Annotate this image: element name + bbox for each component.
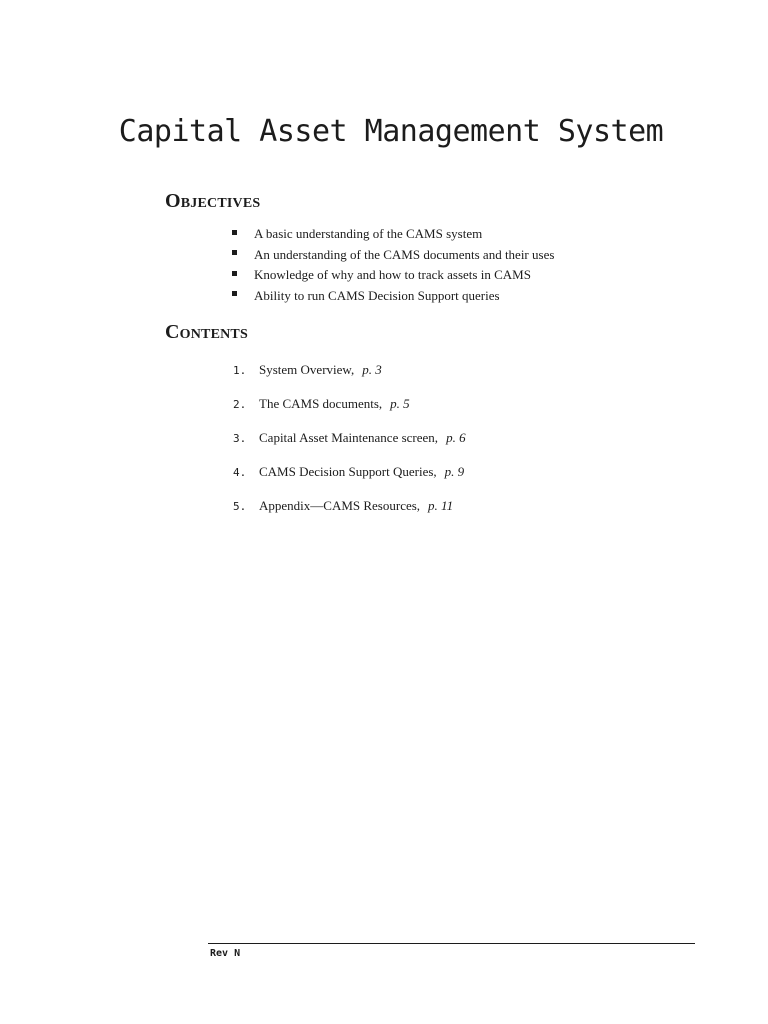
entry-number: 1. [233,364,247,377]
contents-entry [233,495,466,529]
contents-entry [233,427,466,461]
contents-heading: Contents [165,321,248,343]
entry-page-ref: p. 9 [444,464,465,479]
footer-revision: Rev N [210,948,241,959]
objectives-list [232,224,554,306]
entry-number: 2. [233,398,247,411]
square-bullet-icon [232,230,237,235]
square-bullet-icon [232,250,237,255]
entry-page-ref: p. 6 [446,430,466,445]
contents-entry [233,461,466,495]
entry-title: Appendix—CAMS Resources, [259,498,421,513]
entry-page-ref: p. 5 [390,396,410,411]
contents-entry [233,359,466,393]
objective-text: Knowledge of why and how to track assets in CAMS [254,267,531,282]
page-title: Capital Asset Management System [118,114,664,149]
contents-entry [233,393,466,427]
contents-list [233,359,466,529]
entry-title: System Overview, [259,362,355,377]
objective-text: Ability to run CAMS Decision Support queries [254,287,500,303]
footer-divider [208,943,695,944]
entry-title: Capital Asset Maintenance screen, [259,430,439,445]
entry-number: 3. [233,432,247,445]
objective-item [232,224,554,245]
objective-text: An understanding of the CAMS documents and their uses [254,246,555,262]
objective-item [232,245,554,266]
square-bullet-icon [232,291,237,296]
entry-title: CAMS Decision Support Queries, [259,464,437,479]
entry-page-ref: p. 3 [362,362,382,377]
entry-number: 5. [233,500,247,513]
square-bullet-icon [232,271,237,276]
objective-text: A basic understanding of the CAMS system [254,226,483,241]
objective-item [232,286,554,307]
entry-title: The CAMS documents, [259,396,383,411]
entry-page-ref: p. 11 [428,498,454,513]
entry-number: 4. [233,466,247,479]
objective-item [232,265,554,286]
objectives-heading: Objectives [165,190,261,212]
